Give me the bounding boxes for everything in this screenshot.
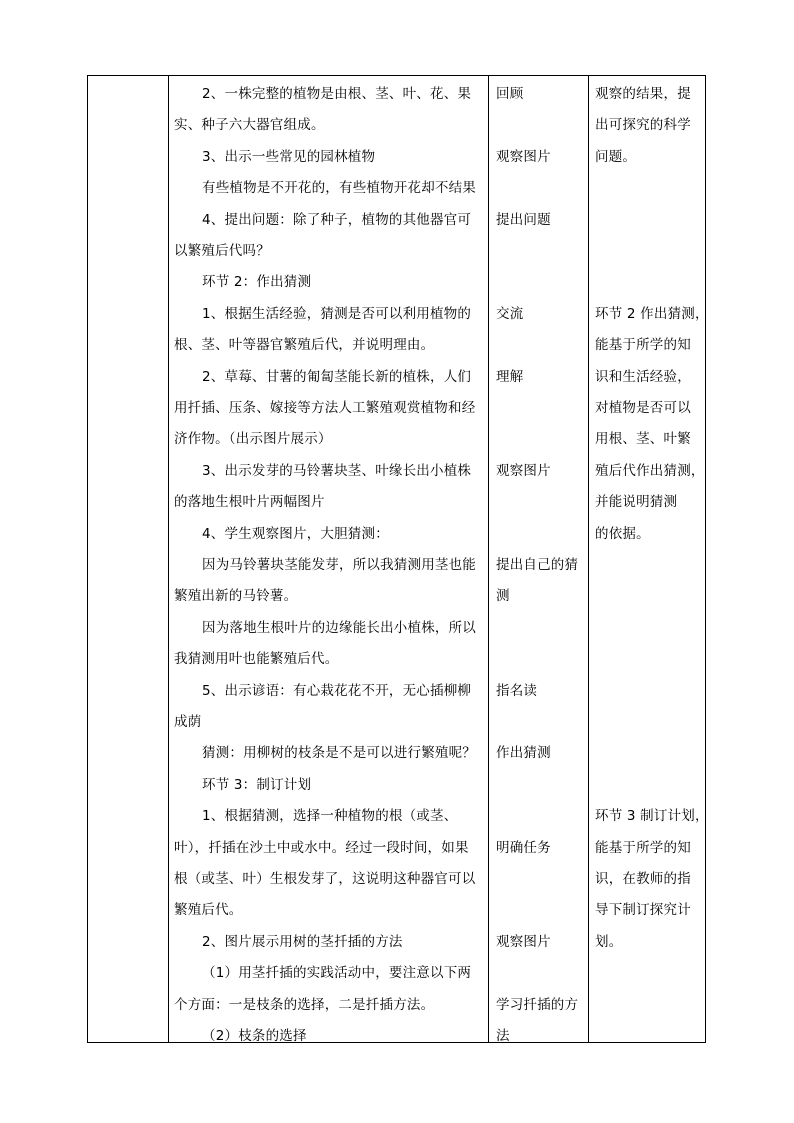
design-intent-line: 并能说明猜测 <box>595 494 678 511</box>
student-activity-line: 理解 <box>496 368 524 385</box>
teacher-activity-line: 环节 2：作出猜测 <box>202 274 312 291</box>
stage-column <box>88 76 168 1042</box>
teacher-activity-line: 因为落地生根叶片的边缘能长出小植株，所以 <box>202 619 476 636</box>
teacher-activity-line: 个方面：一是枝条的选择，二是扦插方法。 <box>174 996 435 1013</box>
student-activity-line: 明确任务 <box>496 839 551 856</box>
teacher-activity-line: 实、种子六大器官组成。 <box>174 117 325 134</box>
teacher-activity-line: 3、出示一些常见的园林植物 <box>202 148 376 165</box>
design-intent-line: 能基于所学的知 <box>595 839 691 856</box>
design-intent-line: 殖后代作出猜测， <box>595 462 705 479</box>
design-intent-line: 的依据。 <box>595 525 650 542</box>
design-intent-line: 出可探究的科学 <box>595 117 691 134</box>
column-divider <box>168 76 169 1042</box>
design-intent-line: 环节 2 作出猜测， <box>595 305 709 322</box>
student-activity-line: 交流 <box>496 305 524 322</box>
design-intent-line: 问题。 <box>595 148 637 165</box>
teacher-activity-line: 根（或茎、叶）生根发芽了，这说明这种器官可以 <box>174 871 476 887</box>
teacher-activity-line: 2、一株完整的植物是由根、茎、叶、花、果 <box>202 86 472 102</box>
teacher-activity-line: 成荫 <box>174 714 202 730</box>
column-divider <box>488 76 489 1042</box>
design-intent-line: 划。 <box>595 933 623 950</box>
teacher-activity-line: 1、根据生活经验，猜测是否可以利用植物的 <box>202 305 472 322</box>
teacher-activity-line: 繁殖后代。 <box>174 902 243 919</box>
teacher-activity-line: 因为马铃薯块茎能发芽，所以我猜测用茎也能 <box>202 557 476 573</box>
teacher-activity-line: 1、根据猜测，选择一种植物的根（或茎、 <box>202 808 458 825</box>
teacher-activity-line: 2、图片展示用树的茎扦插的方法 <box>202 933 403 950</box>
teacher-activity-column <box>174 76 484 1042</box>
teacher-activity-line: 2、草莓、甘薯的匍匐茎能长新的植株，人们 <box>202 368 472 385</box>
teacher-activity-line: 济作物。（出示图片展示） <box>174 431 332 448</box>
teacher-activity-line: 根、茎、叶等器官繁殖后代，并说明理由。 <box>174 337 435 354</box>
teacher-activity-line: 叶），扦插在沙土中或水中。经过一段时间，如果 <box>174 839 469 856</box>
teacher-activity-line: 有些植物是不开花的，有些植物开花却不结果 <box>202 180 476 197</box>
design-intent-line: 导下制订探究计 <box>595 902 691 919</box>
student-activity-line: 提出自己的猜 <box>496 557 579 573</box>
teacher-activity-line: 3、出示发芽的马铃薯块茎、叶缘长出小植株 <box>202 462 472 479</box>
student-activity-line: 学习扦插的方 <box>496 996 579 1013</box>
student-activity-line: 作出猜测 <box>496 745 551 762</box>
teacher-activity-line: 用扦插、压条、嫁接等方法人工繁殖观赏植物和经 <box>174 400 476 416</box>
design-intent-column <box>595 76 709 1042</box>
student-activity-line: 回顾 <box>496 86 524 102</box>
student-activity-line: 观察图片 <box>496 148 551 165</box>
student-activity-line: 观察图片 <box>496 462 551 479</box>
teacher-activity-line: （2）枝条的选择 <box>202 1028 307 1044</box>
design-intent-line: 环节 3 制订计划， <box>595 808 709 825</box>
design-intent-line: 对植物是否可以 <box>595 400 691 416</box>
teacher-activity-line: 4、提出问题：除了种子，植物的其他器官可 <box>202 211 472 228</box>
teacher-activity-line: 以繁殖后代吗？ <box>174 243 270 259</box>
teacher-activity-line: 环节 3：制订计划 <box>202 776 312 793</box>
student-activity-line: 法 <box>496 1028 510 1044</box>
teacher-activity-line: 的落地生根叶片两幅图片 <box>174 494 325 511</box>
design-intent-line: 用根、茎、叶繁 <box>595 431 691 448</box>
teacher-activity-line: 4、学生观察图片，大胆猜测： <box>202 525 389 542</box>
student-activity-line: 测 <box>496 588 510 605</box>
teacher-activity-line: 5、出示谚语：有心栽花花不开，无心插柳柳 <box>202 682 472 699</box>
teacher-activity-line: （1）用茎扦插的实践活动中，要注意以下两 <box>202 965 472 982</box>
student-activity-line: 提出问题 <box>496 211 551 228</box>
teacher-activity-line: 繁殖出新的马铃薯。 <box>174 588 298 605</box>
column-divider <box>588 76 589 1042</box>
teacher-activity-line: 我猜测用叶也能繁殖后代。 <box>174 651 339 668</box>
student-activity-line: 指名读 <box>496 682 538 699</box>
design-intent-line: 识和生活经验， <box>595 368 691 385</box>
design-intent-line: 观察的结果，提 <box>595 86 691 102</box>
design-intent-line: 能基于所学的知 <box>595 337 691 354</box>
teacher-activity-line: 猜测：用柳树的枝条是不是可以进行繁殖呢？ <box>202 745 476 762</box>
lesson-table <box>87 75 709 1044</box>
design-intent-line: 识，在教师的指 <box>595 871 691 887</box>
student-activity-line: 观察图片 <box>496 933 551 950</box>
student-activity-column <box>496 76 586 1042</box>
